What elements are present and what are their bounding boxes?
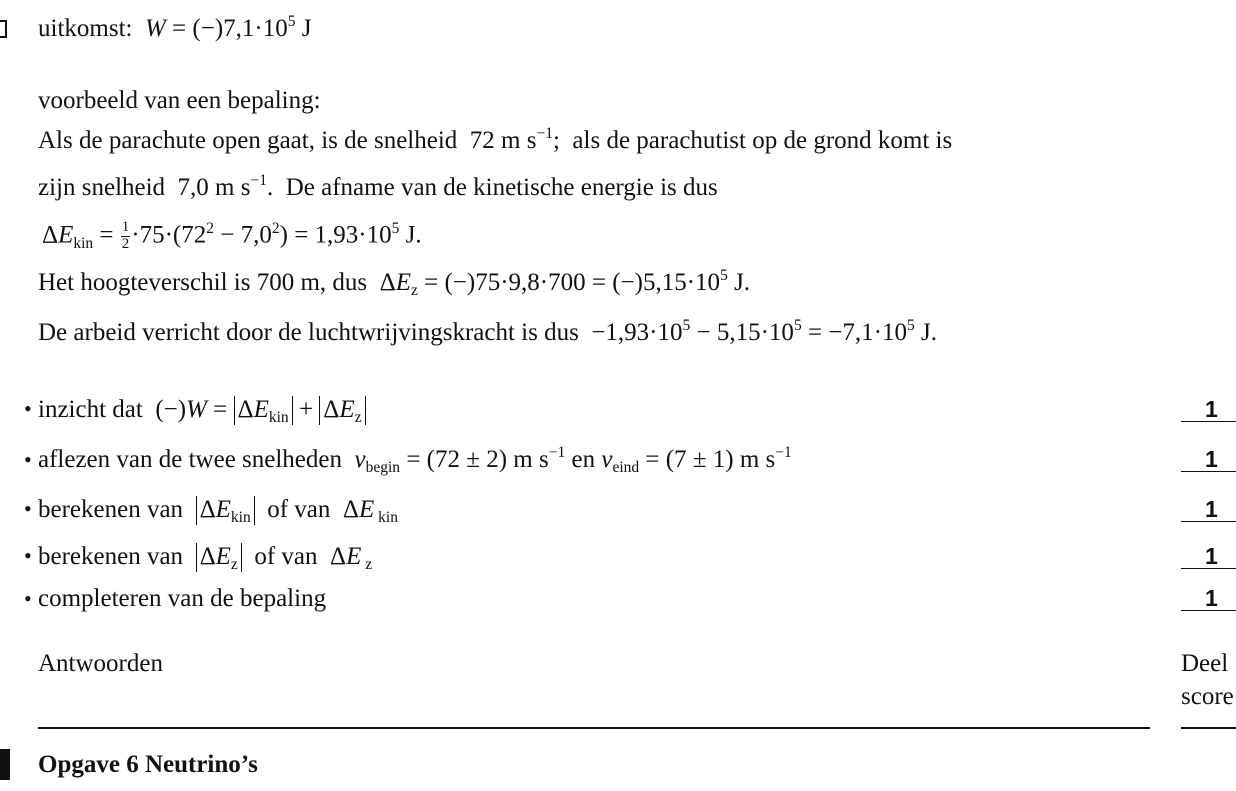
example-line-4: Het hoogteverschil is 700 m, dus $\Delta E_z = (-)75\cdot 9,8\cdot 700 = (-)5,15\cdot 10^5$ J. (38, 267, 751, 300)
voorbeeld-heading: voorbeeld van een bepaling: (38, 87, 321, 114)
uitkomst-prefix: uitkomst: (38, 15, 133, 42)
score-2: 1 (1181, 448, 1236, 472)
criterion-3: berekenen van $\Delta E_{kin}$ of van ΔE $_{kin}$ (38, 496, 398, 527)
criterion-1: inzicht dat $(-)W = \Delta E_{kin} + \Delta E_z$ (38, 396, 366, 425)
section-title: Opgave 6 Neutrino’s (38, 751, 258, 778)
bullet-icon: • (24, 447, 32, 472)
score-5: 1 (1181, 587, 1236, 611)
divider-line (38, 727, 1150, 729)
bullet-icon: • (24, 396, 32, 421)
uitkomst-line (38, 13, 312, 42)
section-marker (0, 749, 10, 780)
score-3: 1 (1181, 498, 1236, 522)
uitkomst-formula: $W = (-)7,1\cdot 10^5$ J (144, 13, 312, 42)
bullet-icon: • (24, 586, 32, 611)
antwoorden-label: Antwoorden (38, 650, 163, 677)
score-label: score (1181, 683, 1234, 710)
divider-line-right (1181, 727, 1236, 729)
bullet-icon: • (24, 543, 32, 568)
example-line-3: $\Delta E_{kin}$ = $\frac{1}{2}$ $\cdot 75\cdot(72^2 - 7,0^2) = 1,93\cdot 10^5$ J. (42, 219, 422, 252)
score-1: 1 (1181, 398, 1236, 422)
deel-label: Deel (1181, 650, 1229, 677)
example-line-2: zijn snelheid 7,0 m $s^{-1}$. De afname van de kinetische energie is dus (38, 172, 718, 201)
example-line-1: Als de parachute open gaat, is de snelheid 72 m $s^{-1}$; als de parachutist op de grond komt is (38, 125, 953, 154)
example-line-5: De arbeid verricht door de luchtwrijvingskracht is dus $-1,93\cdot 10^5 - 5,15\cdot 10^5 = -7,1\cdot 10^5$ J. (38, 317, 937, 346)
criterion-2: aflezen van de twee snelheden $v_{begin} = (72 \pm 2)$ m $s^{-1}$ en $v_{eind} = (7 \pm 1)$ m $s^{-1}$ (38, 444, 792, 477)
checkbox-icon (0, 20, 7, 38)
criterion-5: completeren van de bepaling (38, 585, 327, 612)
score-4: 1 (1181, 545, 1236, 569)
criterion-4: berekenen van $\Delta E_z$ of van ΔE $_z$ (38, 543, 373, 574)
bullet-icon: • (24, 496, 32, 521)
